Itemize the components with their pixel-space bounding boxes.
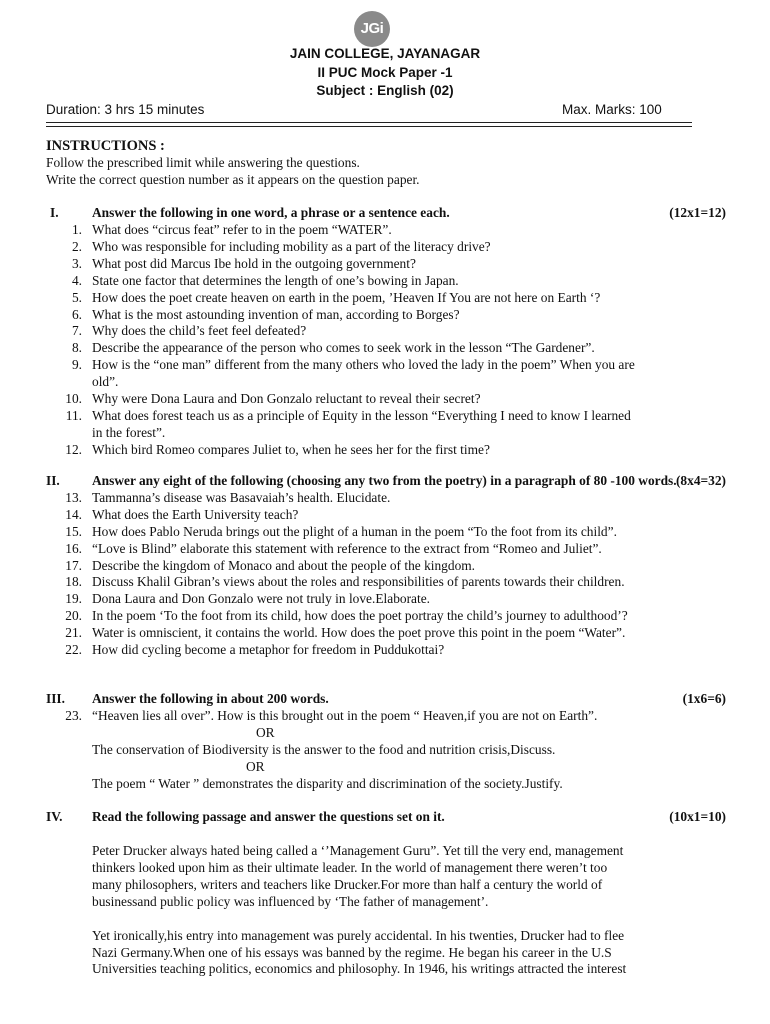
section-number: IV. [46,809,63,824]
section-title: Answer the following in about 200 words. [92,691,329,706]
college-name: JAIN COLLEGE, JAYANAGAR [289,46,481,61]
section-marks: (1x6=6) [682,691,726,706]
section-1 [46,205,726,459]
header-rule-bottom [46,126,692,127]
question-item: 8. Describe the appearance of the person who comes to seek work in the lesson “The Gardener”. [71,340,595,356]
college-logo: JGi [354,11,390,47]
question-item: 10. Why were Dona Laura and Don Gonzalo reluctant to reveal their secret? [65,391,481,407]
question-item: 18. Discuss Khalil Gibran’s views about the roles and responsibilities of parents towards their children. [65,574,625,590]
passage-line: Peter Drucker always hated being called a ‘’Management Guru”. Yet till the very end, management [92,843,624,858]
question-item: 23. “Heaven lies all over”. How is this brought out in the poem “ Heaven,if you are not on Earth”. [65,708,598,723]
section-marks: (8x4=32) [675,473,726,488]
section-3-heading [46,691,726,708]
duration-text: Duration: 3 hrs 15 minutes [46,102,205,117]
section-number: I. [50,205,59,220]
question-item: 13. Tammanna’s disease was Basavaiah’s health. Elucidate. [65,489,391,505]
section-number: II. [46,473,60,488]
question-option: The conservation of Biodiversity is the answer to the food and nutrition crisis,Discuss. [92,741,556,757]
question-item: 5. How does the poet create heaven on earth in the poem, ’Heaven If You are not here on Earth ‘? [71,289,601,305]
section-4 [46,809,726,978]
passage-line: Yet ironically,his entry into management was purely accidental. In his twenties, Drucker had to flee [92,927,625,943]
section-title: Answer the following in one word, a phrase or a sentence each. [92,205,450,220]
max-marks-text: Max. Marks: 100 [562,102,662,117]
passage-line: many philosophers, writers and teachers like Drucker.For more than half a century the world of [92,876,603,892]
section-marks: (12x1=12) [669,205,726,220]
passage-line: businessand public policy was influenced by ‘The father of management’. [92,893,489,909]
or-separator: OR [246,758,265,774]
instructions-block [46,138,726,189]
subject-title: Subject : English (02) [316,83,454,98]
passage-line: Nazi Germany.When one of his essays was banned by the regime. He began his career in the U.S [92,944,612,960]
section-1-heading [46,205,726,222]
question-item: 20. In the poem ‘To the foot from its child, how does the poet portray the child’s journey to adulthood’? [65,608,628,624]
section-2-heading [46,473,726,490]
section-2 [46,473,726,659]
passage-line: Universities teaching politics, economics and philosophy. In 1946, his writings attracted the interest [92,961,627,977]
question-continuation: in the forest”. [92,424,166,440]
paper-title: II PUC Mock Paper -1 [317,65,453,80]
question-item: 9. How is the “one man” different from the many others who loved the lady in the poem” When you are [71,357,635,373]
question-continuation: old”. [92,374,119,390]
passage-line: thinkers looked upon him as their ultimate leader. In the world of management there weren’t too [92,859,608,875]
question-item: 22. How did cycling become a metaphor for freedom in Puddukottai? [65,642,445,658]
passage-paragraph-1 [46,843,726,911]
question-item: 3. What post did Marcus Ibe hold in the outgoing government? [71,255,416,271]
question-item: 15. How does Pablo Neruda brings out the plight of a human in the poem “To the foot from its child”. [65,523,617,539]
instruction-line: Write the correct question number as it appears on the question paper. [46,171,420,187]
question-item: 4. State one factor that determines the length of one’s bowing in Japan. [71,272,459,288]
section-title: Answer any eight of the following (choosing any two from the poetry) in a paragraph of 80 -100 words. [92,473,677,488]
question-item: 7. Why does the child’s feet feel defeated? [71,323,307,339]
instructions-heading: INSTRUCTIONS : [46,138,165,154]
question-item: 12. Which bird Romeo compares Juliet to, when he sees her for the first time? [65,441,490,457]
section-number: III. [46,691,65,706]
question-item: 16. “Love is Blind” elaborate this statement with reference to the extract from “Romeo and Juliet”. [65,540,602,556]
question-item: 19. Dona Laura and Don Gonzalo were not truly in love.Elaborate. [65,591,430,607]
section-title: Read the following passage and answer the questions set on it. [92,809,445,824]
question-item: 17. Describe the kingdom of Monaco and about the people of the kingdom. [65,557,476,573]
or-separator: OR [256,724,275,740]
question-option: The poem “ Water ” demonstrates the disparity and discrimination of the society.Justify. [92,775,563,791]
question-item: 1. What does “circus feat” refer to in the poem “WATER”. [71,222,392,237]
passage-paragraph-2 [46,928,726,979]
section-3 [46,691,726,793]
question-item: 21. Water is omniscient, it contains the world. How does the poet prove this point in the poem “Water”. [65,625,626,641]
instruction-line: Follow the prescribed limit while answering the questions. [46,154,360,170]
question-item: 14. What does the Earth University teach? [65,506,299,522]
header-rule-top [46,122,692,123]
question-item: 6. What is the most astounding invention of man, according to Borges? [71,306,460,322]
question-item: 11. What does forest teach us as a principle of Equity in the lesson “Everything I need to know I learned [65,407,631,423]
section-marks: (10x1=10) [669,809,726,824]
question-item: 2. Who was responsible for including mobility as a part of the literacy drive? [71,238,491,254]
section-4-heading [46,809,726,826]
